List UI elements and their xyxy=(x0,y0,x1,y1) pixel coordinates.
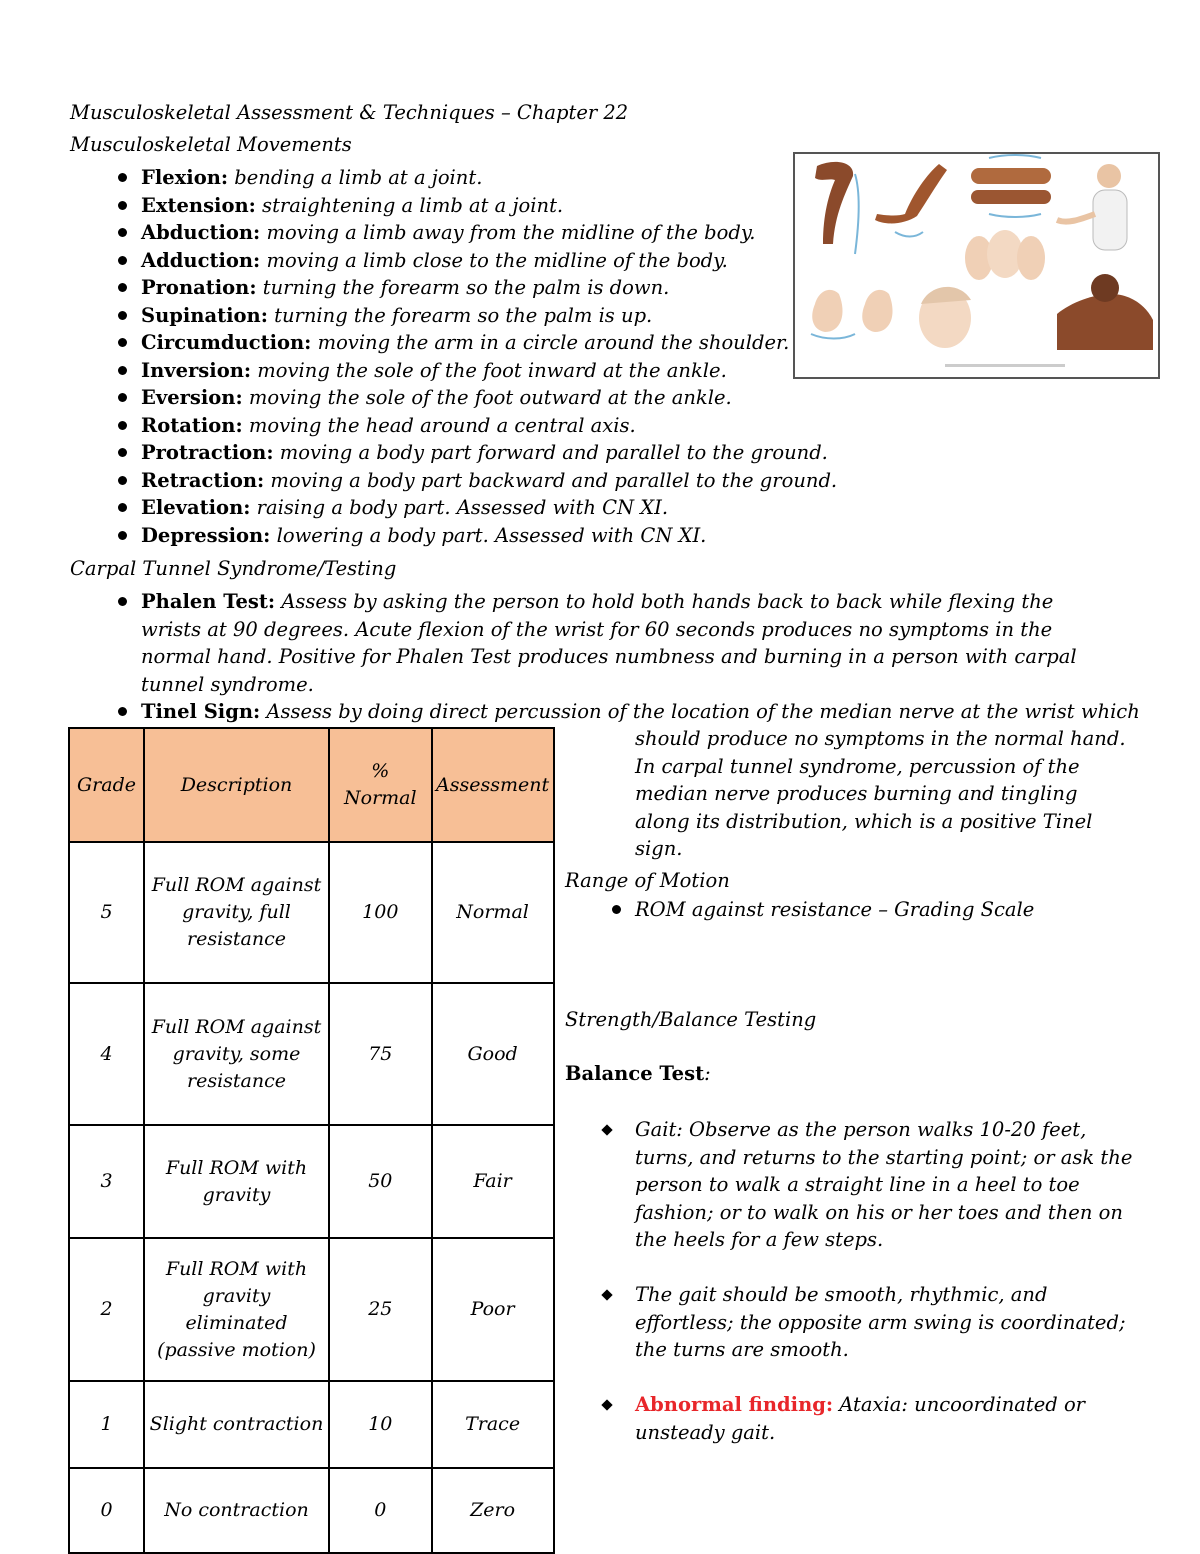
cell-description: Full ROM against gravity, full resistance xyxy=(144,842,329,983)
cell-grade: 1 xyxy=(69,1381,144,1468)
cell-assessment: Zero xyxy=(432,1468,554,1553)
tinel-line-5: along its distribution, which is a positive Tinel xyxy=(635,809,1093,833)
cell-percent-normal: 50 xyxy=(329,1125,432,1238)
movement-item xyxy=(141,412,636,440)
movement-definition: moving a limb close to the midline of the body. xyxy=(260,248,728,272)
bullet-dot xyxy=(118,283,127,292)
bullet-dot xyxy=(118,173,127,182)
cell-percent-normal: 10 xyxy=(329,1381,432,1468)
gait-line-2: turns, and returns to the starting point; or ask the xyxy=(635,1145,1133,1169)
movement-item xyxy=(141,302,652,330)
abnormal-finding-text: Ataxia: uncoordinated or xyxy=(833,1393,1086,1416)
cell-description: Full ROM with gravity xyxy=(144,1125,329,1238)
tinel-line-3: In carpal tunnel syndrome, percussion of the xyxy=(635,754,1080,778)
movement-term: Rotation: xyxy=(141,413,243,437)
diamond-bullet-abnormal xyxy=(601,1399,612,1410)
movement-term: Protraction: xyxy=(141,441,274,464)
movement-term: Depression: xyxy=(141,523,271,547)
movement-definition: moving a body part backward and parallel to the ground. xyxy=(264,468,838,492)
header-grade: Grade xyxy=(69,728,144,842)
bullet-dot xyxy=(118,338,127,347)
bullet-dot xyxy=(118,256,127,265)
gait-line-5: the heels for a few steps. xyxy=(635,1228,884,1251)
table-row xyxy=(69,1238,554,1381)
cell-percent-normal: 100 xyxy=(329,842,432,983)
movement-item xyxy=(141,219,756,247)
movement-definition: lowering a body part. Assessed with CN XI. xyxy=(270,523,707,547)
movement-term: Adduction: xyxy=(141,248,261,272)
cell-description: Full ROM against gravity, some resistance xyxy=(144,983,329,1125)
balance-test-label: Balance Test xyxy=(565,1062,705,1085)
section-heading-rom: Range of Motion xyxy=(565,869,730,892)
diamond-bullet-gait xyxy=(601,1124,612,1135)
header-percent-normal: % Normal xyxy=(329,728,432,842)
rom-item: ROM against resistance – Grading Scale xyxy=(635,898,1035,921)
movement-definition: moving the sole of the foot inward at the ankle. xyxy=(251,358,727,382)
section-heading-movements: Musculoskeletal Movements xyxy=(70,133,352,156)
section-heading-strength: Strength/Balance Testing xyxy=(565,1008,817,1031)
movement-term: Extension: xyxy=(141,193,256,217)
movement-item xyxy=(141,494,668,522)
cell-description: No contraction xyxy=(144,1468,329,1553)
movement-definition: moving a body part forward and parallel to the ground. xyxy=(273,441,828,464)
bullet-dot xyxy=(118,366,127,375)
movement-item xyxy=(141,164,482,192)
smooth-line-1: The gait should be smooth, rhythmic, and xyxy=(635,1283,1048,1306)
smooth-line-2: effortless; the opposite arm swing is coordinated; xyxy=(635,1310,1126,1334)
header-assessment: Assessment xyxy=(432,728,554,842)
cell-grade: 4 xyxy=(69,983,144,1125)
musculoskeletal-movements-illustration-icon xyxy=(795,154,1158,377)
movement-term: Elevation: xyxy=(141,496,251,519)
tinel-line-4: median nerve produces burning and tingling xyxy=(635,782,1078,805)
cell-assessment: Good xyxy=(432,983,554,1125)
cell-description: Full ROM with gravity eliminated (passive motion) xyxy=(144,1238,329,1381)
cell-percent-normal: 25 xyxy=(329,1238,432,1381)
bullet-rom xyxy=(612,905,621,914)
table-row xyxy=(69,983,554,1125)
bullet-dot xyxy=(118,228,127,237)
movement-item xyxy=(141,439,828,467)
movement-item xyxy=(141,247,728,275)
phalen-paragraph xyxy=(141,588,1077,698)
tinel-term: Tinel Sign: xyxy=(141,700,261,723)
tinel-line-6: sign. xyxy=(635,837,683,860)
tinel-line-1: Assess by doing direct percussion of the location of the median nerve at the wrist which xyxy=(260,700,1140,723)
bullet-dot xyxy=(118,503,127,512)
phalen-term: Phalen Test: xyxy=(141,590,276,613)
table-row xyxy=(69,842,554,983)
movement-item xyxy=(141,357,727,385)
header-description: Description xyxy=(144,728,329,842)
cell-assessment: Poor xyxy=(432,1238,554,1381)
movement-term: Inversion: xyxy=(141,358,252,382)
table-row xyxy=(69,1125,554,1238)
movement-term: Circumduction: xyxy=(141,331,312,354)
bullet-dot xyxy=(118,476,127,485)
cell-grade: 0 xyxy=(69,1468,144,1553)
tinel-first-line xyxy=(141,698,1140,726)
movement-definition: moving the head around a central axis. xyxy=(242,413,636,437)
movement-item xyxy=(141,467,837,495)
bullet-tinel xyxy=(118,707,127,716)
movement-definition: moving a limb away from the midline of the body. xyxy=(260,221,756,244)
bullet-dot xyxy=(118,311,127,320)
movement-definition: raising a body part. Assessed with CN XI. xyxy=(250,496,669,519)
cell-grade: 2 xyxy=(69,1238,144,1381)
movement-definition: turning the forearm so the palm is down. xyxy=(256,276,670,299)
cell-assessment: Trace xyxy=(432,1381,554,1468)
bullet-dot xyxy=(118,531,127,540)
cell-grade: 3 xyxy=(69,1125,144,1238)
cell-percent-normal: 0 xyxy=(329,1468,432,1553)
movement-item xyxy=(141,192,563,220)
tinel-line-2: should produce no symptoms in the normal hand. xyxy=(635,727,1126,750)
movement-definition: turning the forearm so the palm is up. xyxy=(267,303,653,327)
bullet-dot xyxy=(118,393,127,402)
cell-percent-normal: 75 xyxy=(329,983,432,1125)
movement-definition: straightening a limb at a joint. xyxy=(255,193,564,217)
abnormal-paragraph xyxy=(635,1391,1085,1446)
phalen-line-3: normal hand. Positive for Phalen Test produces numbness and burning in a person with carpal xyxy=(141,645,1077,668)
gait-paragraph xyxy=(635,1116,1132,1254)
smooth-paragraph xyxy=(635,1281,1126,1364)
phalen-line-1: Assess by asking the person to hold both hands back to back while flexing the xyxy=(275,590,1054,613)
movement-term: Supination: xyxy=(141,303,268,327)
movements-figure xyxy=(793,152,1160,379)
movement-item xyxy=(141,274,669,302)
abnormal-line-2: unsteady gait. xyxy=(635,1420,776,1444)
abnormal-finding-label: Abnormal finding: xyxy=(635,1393,834,1416)
gait-line-3: person to walk a straight line in a heel to toe xyxy=(635,1173,1080,1196)
movement-term: Retraction: xyxy=(141,468,265,492)
bullet-dot xyxy=(118,421,127,430)
gait-line-4: fashion; or to walk on his or her toes and then on xyxy=(635,1200,1123,1224)
phalen-line-2: wrists at 90 degrees. Acute flexion of the wrist for 60 seconds produces no symptoms in the xyxy=(141,617,1053,641)
movement-item xyxy=(141,384,732,412)
cell-assessment: Normal xyxy=(432,842,554,983)
smooth-line-3: the turns are smooth. xyxy=(635,1338,849,1361)
cell-description: Slight contraction xyxy=(144,1381,329,1468)
bullet-dot xyxy=(118,448,127,457)
balance-test-colon: : xyxy=(704,1062,711,1085)
balance-test-heading xyxy=(565,1060,711,1087)
movement-term: Flexion: xyxy=(141,166,229,189)
section-heading-carpal: Carpal Tunnel Syndrome/Testing xyxy=(70,557,397,580)
movement-term: Abduction: xyxy=(141,221,261,244)
cell-grade: 5 xyxy=(69,842,144,983)
movement-definition: moving the arm in a circle around the shoulder. xyxy=(311,331,790,354)
bullet-dot xyxy=(118,201,127,210)
table-header-row xyxy=(69,728,554,842)
document-title: Musculoskeletal Assessment & Techniques – Chapter 22 xyxy=(70,101,629,124)
movement-definition: bending a limb at a joint. xyxy=(228,166,483,189)
phalen-line-4: tunnel syndrome. xyxy=(141,672,314,696)
movement-item xyxy=(141,522,706,550)
table-row xyxy=(69,1468,554,1553)
tinel-continuation xyxy=(635,725,1126,863)
table-row xyxy=(69,1381,554,1468)
movement-term: Pronation: xyxy=(141,276,257,299)
bullet-phalen xyxy=(118,597,127,606)
rom-grading-table xyxy=(68,727,555,1554)
diamond-bullet-smooth xyxy=(601,1289,612,1300)
gait-line-1: Gait: Observe as the person walks 10-20 feet, xyxy=(635,1118,1087,1141)
cell-assessment: Fair xyxy=(432,1125,554,1238)
movement-term: Eversion: xyxy=(141,386,243,409)
movement-definition: moving the sole of the foot outward at the ankle. xyxy=(242,386,732,409)
movement-item xyxy=(141,329,789,357)
